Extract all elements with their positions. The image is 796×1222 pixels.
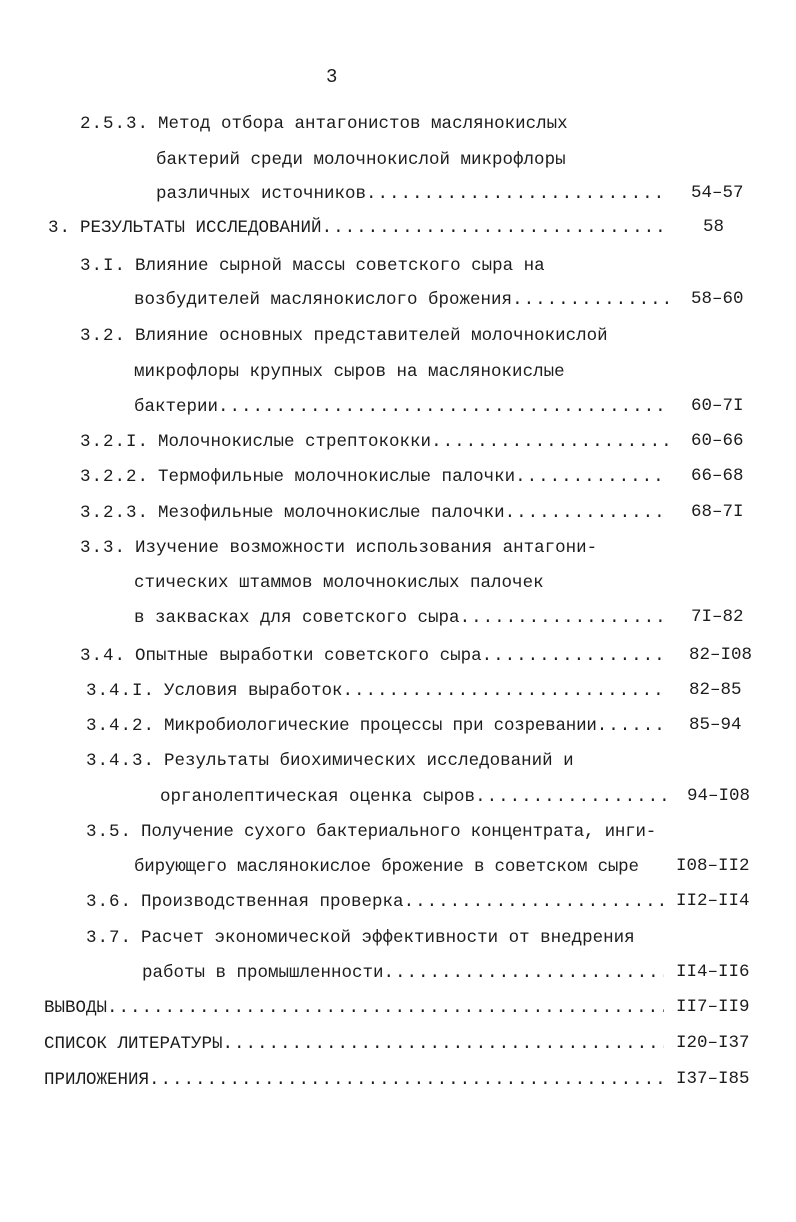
- toc-title-line: СПИСОК ЛИТЕРАТУРЫ: [44, 1034, 223, 1054]
- toc-pages: I37–I85: [676, 1069, 750, 1089]
- toc-entry-3-2-2: [80, 463, 668, 489]
- toc-pages: 82–85: [689, 680, 742, 700]
- toc-number: 3.4.I.: [86, 681, 156, 701]
- toc-entry-3-7-line-1: [86, 924, 686, 950]
- leader-dots: [512, 288, 668, 312]
- toc-title-line: Метод отбора антагонистов маслянокислых: [158, 114, 568, 134]
- toc-number: 3.2.: [80, 326, 127, 346]
- toc-entry-3-4-2: [86, 712, 668, 738]
- toc-entry-appendices: [44, 1066, 664, 1092]
- leader-dots: [505, 501, 668, 525]
- toc-number: 3.I.: [80, 256, 127, 276]
- toc-entry-3-4-3-line-1: [86, 747, 686, 773]
- toc-pages: 58–60: [691, 289, 744, 309]
- toc-entry-3-4-1: [86, 677, 668, 703]
- leader-dots: [149, 1068, 664, 1092]
- toc-title-line: стических штаммов молочнокислых палочек: [134, 573, 544, 593]
- toc-number: 3.4.: [80, 646, 127, 666]
- toc-entry-3-5-line-1: [86, 818, 686, 844]
- toc-pages: II2–II4: [676, 891, 750, 911]
- toc-entry-conclusions: [44, 994, 664, 1020]
- toc-entry-3-1-line-1: [80, 252, 640, 278]
- toc-entry-3-4-3-line-2: [160, 783, 668, 809]
- toc-title-line: Расчет экономической эффективности от внедрения: [141, 928, 635, 948]
- toc-entry-2-5-3-line-3: [156, 180, 668, 206]
- toc-pages: II7–II9: [676, 997, 750, 1017]
- leader-dots: [460, 606, 668, 630]
- leader-dots: [482, 644, 668, 668]
- toc-title-line: органолептическая оценка сыров: [160, 787, 476, 807]
- toc-pages: II4–II6: [676, 962, 750, 982]
- toc-number: 3.3.: [80, 538, 127, 558]
- toc-entry-3-3-line-1: [80, 534, 700, 560]
- toc-number: 3.7.: [86, 928, 133, 948]
- toc-title-line: в заквасках для советского сыра: [134, 608, 460, 628]
- toc-pages: 54–57: [691, 183, 744, 203]
- leader-dots: [218, 395, 668, 419]
- toc-pages: I08–II2: [676, 856, 750, 876]
- toc-title-line: Молочнокислые стрептококки: [158, 432, 432, 452]
- toc-title-line: Микробиологические процессы при созревании: [164, 716, 597, 736]
- toc-entry-2-5-3-line-1: [80, 110, 680, 136]
- leader-dots: [366, 182, 668, 206]
- toc-title-line: Условия выработок: [164, 681, 343, 701]
- toc-pages: 7I–82: [691, 607, 744, 627]
- toc-number: 3.: [48, 218, 72, 238]
- leader-dots: [322, 216, 668, 240]
- toc-title-line: бирующего маслянокислое брожение в советском сыре: [134, 857, 639, 877]
- toc-pages: 82–I08: [689, 645, 753, 665]
- toc-title-line: бактерий среди молочнокислой микрофлоры: [156, 150, 566, 170]
- toc-pages: 58: [703, 217, 725, 237]
- toc-entry-3-2-line-2: [134, 358, 654, 384]
- toc-title-line: Производственная проверка: [141, 892, 404, 912]
- toc-title-line: Мезофильные молочнокислые палочки: [158, 503, 505, 523]
- toc-title-line: Результаты биохимических исследований и: [164, 751, 574, 771]
- toc-number: 3.2.I.: [80, 432, 150, 452]
- toc-entry-3: [48, 214, 668, 240]
- toc-entry-2-5-3-line-2: [156, 146, 676, 172]
- toc-title-line: работы в промышленности: [142, 963, 384, 983]
- leader-dots: [223, 1032, 664, 1056]
- toc-title-line: Термофильные молочнокислые палочки: [158, 467, 516, 487]
- toc-entry-3-5-line-2: [134, 853, 664, 879]
- toc-title-line: Получение сухого бактериального концентрата, инги-: [141, 822, 657, 842]
- toc-pages: I20–I37: [676, 1033, 750, 1053]
- leader-dots: [475, 785, 668, 809]
- toc-number: 3.5.: [86, 822, 133, 842]
- toc-title-line: Влияние сырной массы советского сыра на: [135, 256, 545, 276]
- toc-title-line: Изучение возможности использования антагони-: [135, 538, 598, 558]
- toc-title-line: бактерии: [134, 397, 219, 417]
- toc-title-line: ВЫВОДЫ: [44, 998, 108, 1018]
- toc-entry-3-2-line-1: [80, 322, 700, 348]
- toc-entry-3-2-line-3: [134, 393, 668, 419]
- toc-entry-3-3-line-2: [134, 569, 654, 595]
- toc-pages: 66–68: [691, 466, 744, 486]
- toc-entry-3-3-line-3: [134, 604, 668, 630]
- leader-dots: [107, 996, 664, 1020]
- toc-entry-3-2-1: [80, 428, 668, 454]
- toc-entry-3-6: [86, 888, 664, 914]
- toc-number: 3.4.2.: [86, 716, 156, 736]
- leader-dots: [404, 890, 664, 914]
- toc-pages: 94–I08: [687, 786, 751, 806]
- toc-title-line: РЕЗУЛЬТАТЫ ИССЛЕДОВАНИЙ: [80, 218, 322, 238]
- toc-pages: 85–94: [689, 715, 742, 735]
- toc-pages: 68–7I: [691, 502, 744, 522]
- leader-dots: [384, 961, 664, 985]
- toc-entry-3-4: [80, 642, 668, 668]
- toc-entry-3-2-3: [80, 499, 668, 525]
- toc-title-line: различных источников: [156, 184, 367, 204]
- toc-number: 3.2.3.: [80, 503, 150, 523]
- leader-dots: [597, 714, 668, 738]
- toc-title-line: Опытные выработки советского сыра: [135, 646, 482, 666]
- toc-pages: 60–7I: [691, 396, 744, 416]
- toc-number: 3.2.2.: [80, 467, 150, 487]
- toc-title-line: ПРИЛОЖЕНИЯ: [44, 1070, 150, 1090]
- page-number: 3: [326, 66, 338, 88]
- toc-title-line: Влияние основных представителей молочнокислой: [135, 326, 608, 346]
- leader-dots: [343, 679, 668, 703]
- leader-dots: [515, 465, 668, 489]
- toc-entry-3-7-line-2: [142, 959, 664, 985]
- toc-number: 2.5.3.: [80, 114, 150, 134]
- toc-entry-references: [44, 1030, 664, 1056]
- toc-entry-3-1-line-2: [134, 286, 668, 312]
- toc-number: 3.4.3.: [86, 751, 156, 771]
- toc-title-line: возбудителей маслянокислого брожения: [134, 290, 513, 310]
- toc-title-line: микрофлоры крупных сыров на маслянокислые: [134, 362, 565, 382]
- leader-dots: [431, 430, 668, 454]
- toc-pages: 60–66: [691, 431, 744, 451]
- toc-number: 3.6.: [86, 892, 133, 912]
